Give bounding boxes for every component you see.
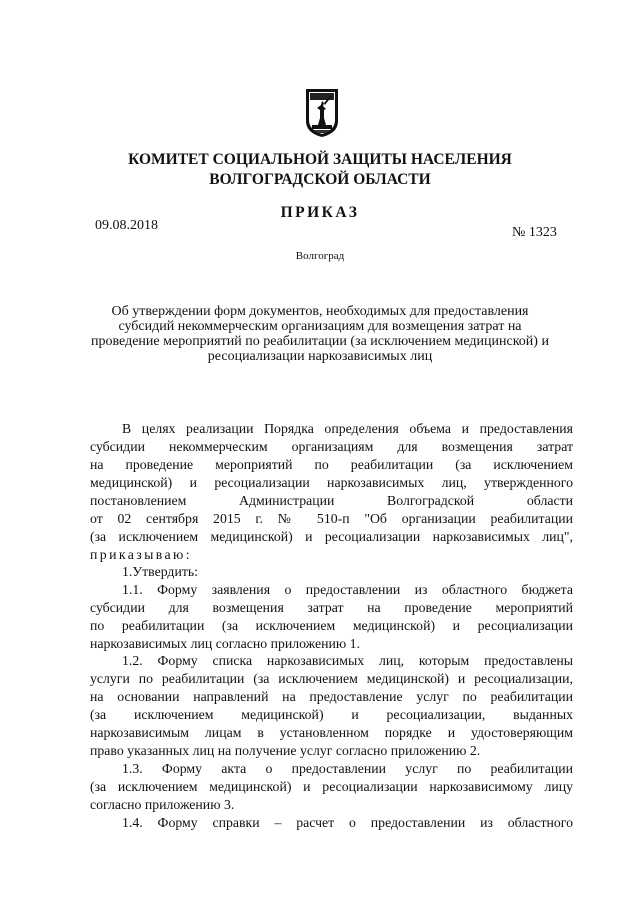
body-line: услуги по реабилитации (за исключением медицинской) и ресоциализации,: [90, 671, 573, 686]
body-line: В целях реализации Порядка определения объема и предоставления: [122, 421, 573, 436]
document-number: № 1323: [512, 225, 557, 240]
body-line: наркозависимым лицам в установленном порядке и удостоверяющим: [90, 725, 573, 740]
body-line: постановлением Администрации Волгоградской области: [90, 493, 573, 508]
body-line: (за исключением медицинской) и ресоциализации наркозависимых лиц",: [90, 529, 573, 544]
body-line: согласно приложению 3.: [90, 797, 235, 812]
subject-line: проведение мероприятий по реабилитации (за исключением медицинской) и: [91, 334, 549, 349]
subject-line: ресоциализации наркозависимых лиц: [207, 349, 433, 364]
document-type: ПРИКАЗ: [280, 204, 360, 221]
org-line-2: ВОЛГОГРАДСКОЙ ОБЛАСТИ: [209, 171, 431, 188]
subject-line: Об утверждении форм документов, необходимых для предоставления: [111, 304, 529, 319]
volgograd-coat-of-arms-icon: [304, 87, 340, 139]
body-line: приказываю:: [90, 547, 192, 562]
body-line: 1.Утвердить:: [122, 564, 198, 579]
document-city: Волгоград: [295, 250, 345, 262]
body-line: на проведение мероприятий по реабилитации (за исключением: [90, 457, 573, 472]
body-line: 1.3. Форму акта о предоставлении услуг по реабилитации: [122, 761, 573, 776]
body-line: 1.4. Форму справки – расчет о предоставлении из областного: [122, 815, 573, 830]
document-date: 09.08.2018: [95, 218, 158, 233]
body-line: (за исключением медицинской) и ресоциализации наркозависимому лицу: [90, 779, 573, 794]
subject-line: субсидий некоммерческим организациям для возмещения затрат на: [118, 319, 522, 334]
body-line: на основании направлений на предоставление услуг по реабилитации: [90, 689, 573, 704]
body-line: по реабилитации (за исключением медицинской) и ресоциализации: [90, 618, 573, 633]
body-line: 1.2. Форму списка наркозависимых лиц, которым предоставлены: [122, 653, 573, 668]
org-line-1: КОМИТЕТ СОЦИАЛЬНОЙ ЗАЩИТЫ НАСЕЛЕНИЯ: [128, 151, 512, 168]
body-line: право указанных лиц на получение услуг согласно приложению 2.: [90, 743, 481, 758]
body-line: от 02 сентября 2015 г. № 510-п "Об организации реабилитации: [90, 511, 573, 526]
document-subject: [0, 304, 640, 364]
body-line: (за исключением медицинской) и ресоциализации, выданных: [90, 707, 573, 722]
organization-name: [0, 150, 640, 190]
body-line: медицинской) и ресоциализации наркозависимых лиц, утвержденного: [90, 475, 573, 490]
body-line: наркозависимых лиц согласно приложению 1.: [90, 636, 361, 651]
body-line: 1.1. Форму заявления о предоставлении из областного бюджета: [122, 582, 573, 597]
body-line: субсидии некоммерческим организациям для возмещения затрат: [90, 439, 573, 454]
body-line: субсидии для возмещения затрат на проведение мероприятий: [90, 600, 573, 615]
